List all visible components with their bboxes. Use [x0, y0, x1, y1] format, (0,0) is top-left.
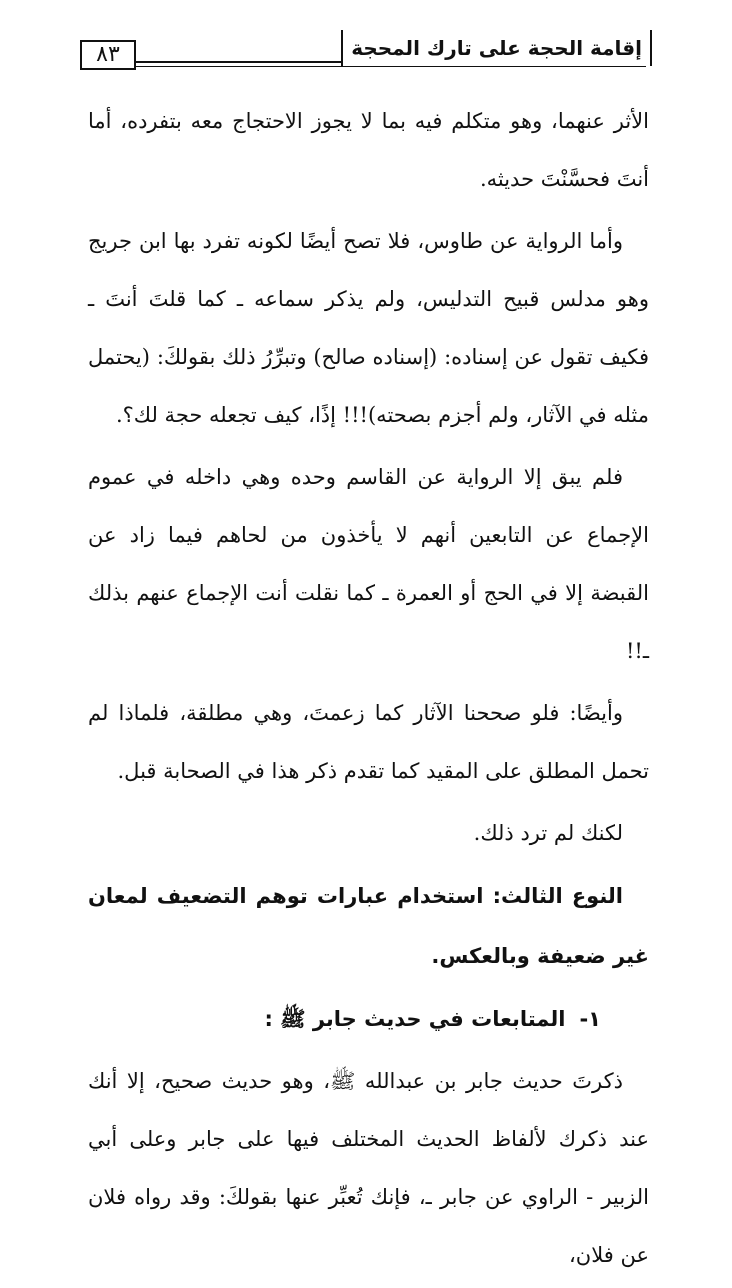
sub-heading-number: ١- [579, 1007, 601, 1031]
paragraph: لكنك لم ترد ذلك. [473, 821, 623, 845]
paragraph: الأثر عنهما، وهو متكلم فيه بما لا يجوز الاحتجاج معه بتفرده، أما أنتَ فحسَّنْتَ حديثه. [88, 109, 649, 191]
sub-heading [88, 990, 649, 1048]
section-heading: النوع الثالث: استخدام عبارات توهم التضعيف لمعان غير ضعيفة وبالعكس. [88, 884, 649, 968]
page-number: ٨٣ [80, 40, 136, 70]
sub-heading-text: المتابعات في حديث جابر ﷺ : [264, 1007, 566, 1031]
page-body [88, 92, 649, 1288]
paragraph: فلم يبق إلا الرواية عن القاسم وحده وهي داخله في عموم الإجماع عن التابعين أنهم لا يأخذون من لحاهم فيما زاد عن القبضة إلا في الحج أو العمرة ـ كما نقلت أنت الإجماع عنهم بذلك ـ!! [88, 465, 649, 663]
paragraph: وأما الرواية عن طاوس، فلا تصح أيضًا لكونه تفرد بها ابن جريج وهو مدلس قبيح التدليس، ولم يذكر سماعه ـ كما قلتَ أنتَ ـ فكيف تقول عن إسناده: (إسناده صالح) وتبرِّرُ ذلك بقولكَ: (يحتمل مثله في الآثار، ولم أجزم بصحته)!!! إذًا، كيف تجعله حجة لك؟. [88, 229, 649, 427]
running-title: إقامة الحجة على تارك المحجة [341, 30, 652, 66]
paragraph: ذكرتَ حديث جابر بن عبدالله ﷺ، وهو حديث صحيح، إلا أنك عند ذكرك لألفاظ الحديث المختلف فيها على جابر وعلى أبي الزبير - الراوي عن جابر ـ، فإنك تُعبِّر عنها بقولكَ: وقد رواه فلان عن فلان، [88, 1069, 649, 1267]
paragraph: وأيضًا: فلو صححنا الآثار كما زعمتَ، وهي مطلقة، فلماذا لم تحمل المطلق على المقيد كما تقدم ذكر هذا في الصحابة قبل. [88, 701, 649, 783]
